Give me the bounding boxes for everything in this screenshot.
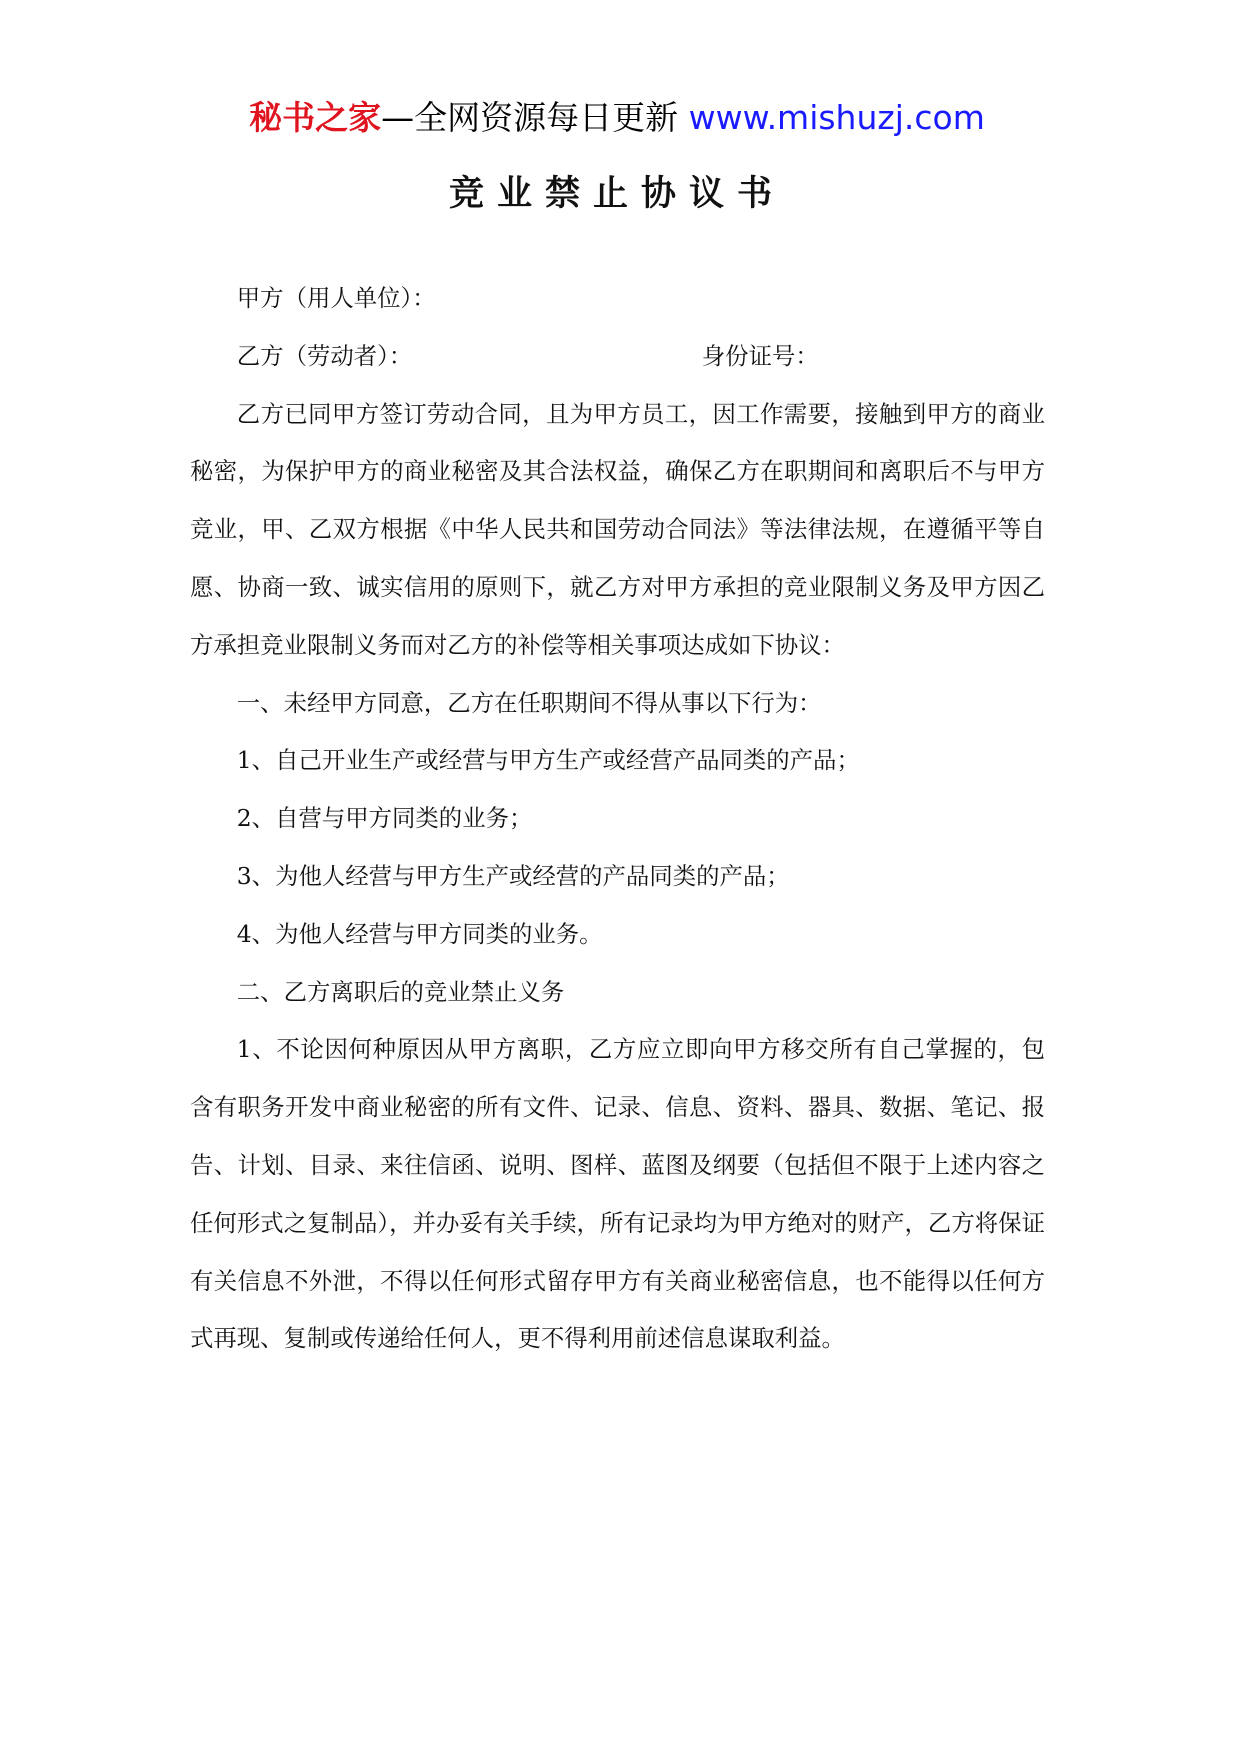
section-1-item: 1、自己开业生产或经营与甲方生产或经营产品同类的产品； <box>236 746 860 775</box>
section-1-item: 2、自营与甲方同类的业务； <box>236 804 533 833</box>
preamble-paragraph: 乙方已同甲方签订劳动合同，且为甲方员工，因工作需要，接触到甲方的商业秘密，为保护甲方的商业秘密及其合法权益，确保乙方在职期间和离职后不与甲方竞业，甲、乙双方根据《中华人民共和国劳动合同法》等法律法规，在遵循平等自愿、协商一致、诚实信用的原则下，就乙方对甲方承担的竞业限制义务及甲方因乙方承担竞业限制义务而对乙方的补偿等相关事项达成如下协议： <box>190 399 1045 659</box>
section-2-item: 1、不论因何种原因从甲方离职，乙方应立即向甲方移交所有自己掌握的，包含有职务开发中商业秘密的所有文件、记录、信息、资料、器具、数据、笔记、报告、计划、目录、来往信函、说明、图样、蓝图及纲要（包括但不限于上述内容之任何形式之复制品），并办妥有关手续，所有记录均为甲方绝对的财产，乙方将保证有关信息不外泄，不得以任何形式留存甲方有关商业秘密信息，也不能得以任何方式再现、复制或传递给任何人，更不得利用前述信息谋取利益。 <box>190 1035 1045 1353</box>
document-body <box>190 270 1045 1368</box>
party-a-line: 甲方（用人单位）： <box>236 284 436 312</box>
banner-brand: 秘书之家 <box>249 98 382 137</box>
section-1-item: 4、为他人经营与甲方同类的业务。 <box>236 919 603 948</box>
banner-url: www.mishuzj.com <box>688 98 985 137</box>
id-number-label: 身份证号： <box>701 341 819 370</box>
site-banner <box>0 98 1234 138</box>
section-2-title: 二、乙方离职后的竞业禁止义务 <box>236 977 565 1006</box>
section-1-title: 一、未经甲方同意，乙方在任职期间不得从事以下行为： <box>236 688 822 717</box>
document-title: 竞业禁止协议书 <box>448 173 785 214</box>
banner-slogan: —全网资源每日更新 <box>381 98 679 137</box>
party-b-label: 乙方（劳动者）： <box>236 341 413 370</box>
party-b-line <box>190 328 1045 386</box>
section-1-item: 3、为他人经营与甲方生产或经营的产品同类的产品； <box>236 861 790 890</box>
